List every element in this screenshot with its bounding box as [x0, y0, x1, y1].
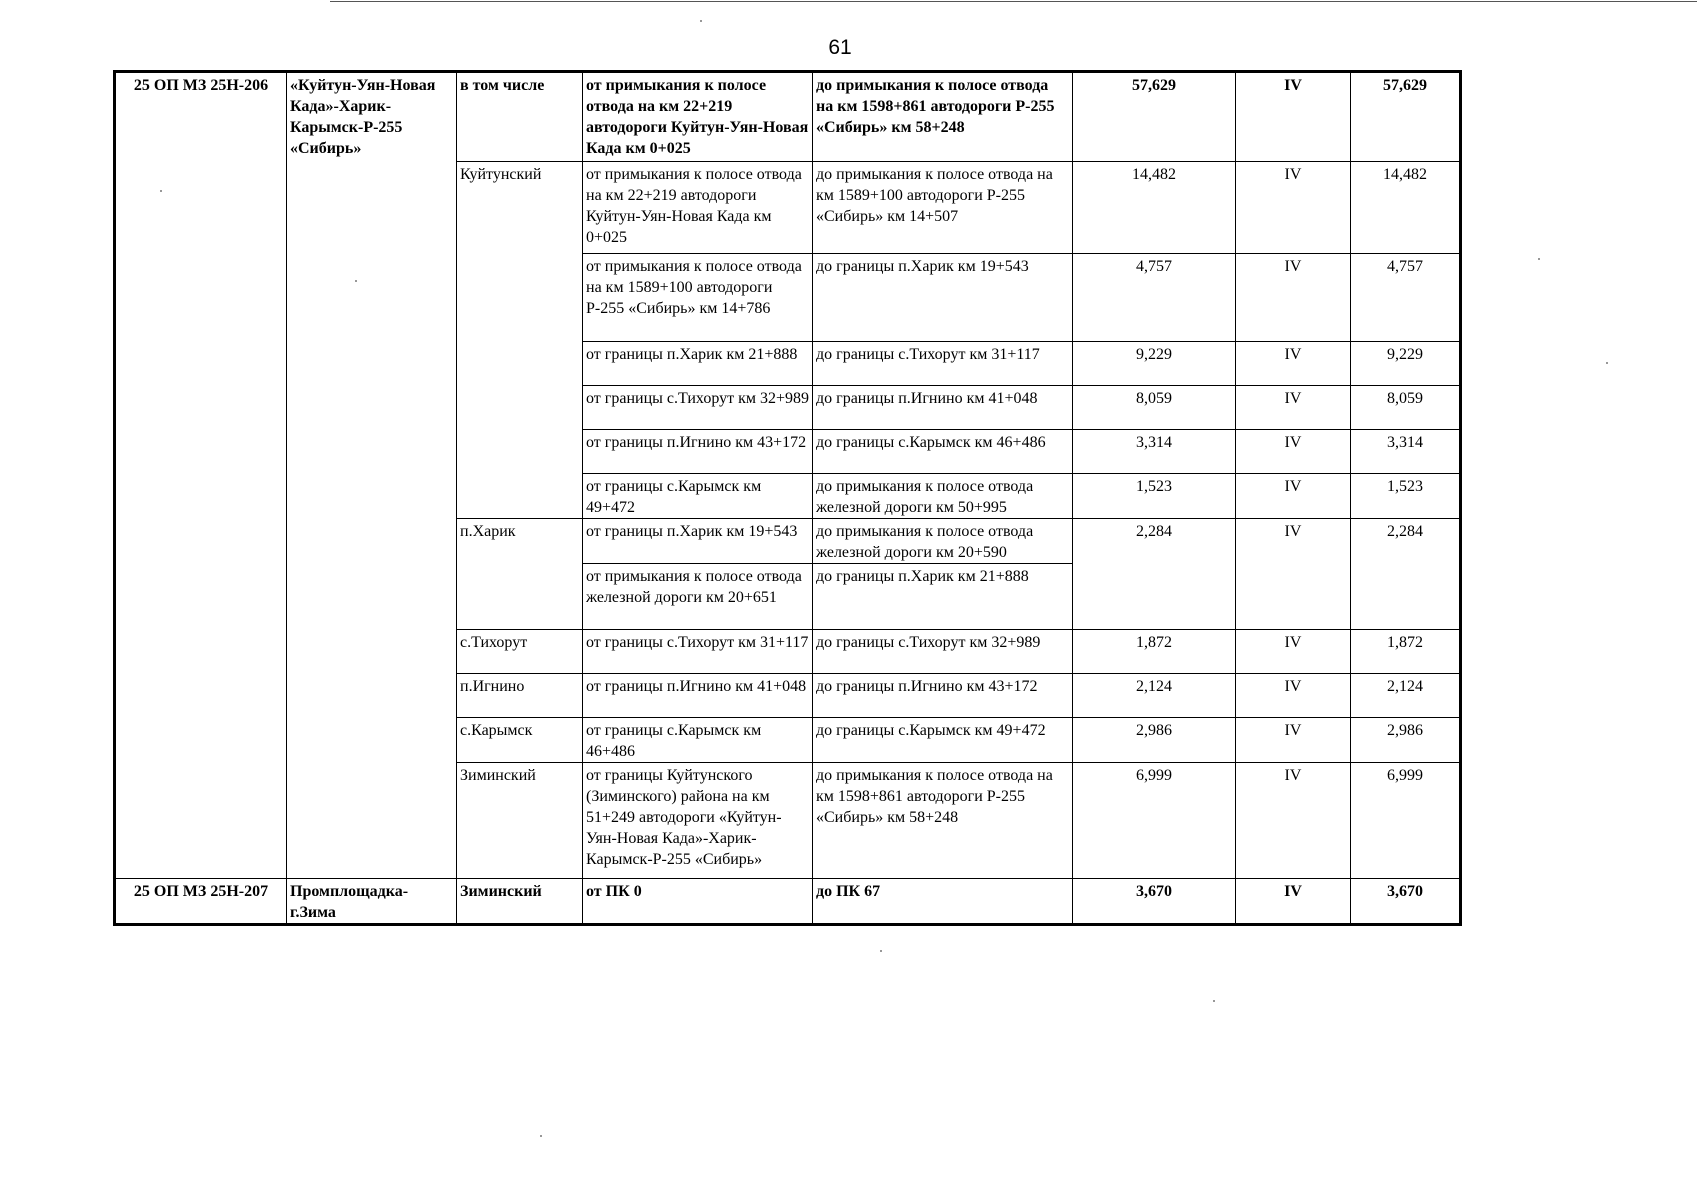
to-cell: до ПК 67 — [813, 879, 1073, 925]
from-cell: от границы Куйтунского (Зиминского) района на км 51+249 автодороги «Куйтун-Уян-Новая Када»-Харик-Карымск-Р-255 «Сибирь» — [583, 763, 813, 879]
total-cell: 2,124 — [1351, 674, 1461, 718]
scan-speck — [1213, 1000, 1215, 1002]
length-cell: 57,629 — [1073, 72, 1236, 162]
to-cell: до границы с.Тихорут км 31+117 — [813, 342, 1073, 386]
from-cell: от границы с.Тихорут км 32+989 — [583, 386, 813, 430]
to-cell: до границы п.Игнино км 43+172 — [813, 674, 1073, 718]
to-cell: до границы с.Карымск км 49+472 — [813, 718, 1073, 763]
total-cell: 2,284 — [1351, 519, 1461, 630]
category-cell: IV — [1236, 519, 1351, 630]
scan-speck — [1538, 258, 1540, 260]
length-cell: 2,986 — [1073, 718, 1236, 763]
category-cell: IV — [1236, 763, 1351, 879]
district-cell: п.Игнино — [457, 674, 583, 718]
scan-top-rule — [330, 1, 1697, 2]
length-cell: 1,523 — [1073, 474, 1236, 519]
scan-speck — [160, 190, 162, 192]
length-cell: 2,124 — [1073, 674, 1236, 718]
scan-speck — [700, 20, 702, 22]
to-cell: до границы с.Карымск км 46+486 — [813, 430, 1073, 474]
to-cell: до примыкания к полосе отвода на км 1598+861 автодороги Р-255 «Сибирь» км 58+248 — [813, 763, 1073, 879]
from-cell: от примыкания к полосе отвода на км 1589+100 автодороги Р-255 «Сибирь» км 14+786 — [583, 254, 813, 342]
from-cell: от границы п.Игнино км 43+172 — [583, 430, 813, 474]
from-cell: от границы с.Карымск км 49+472 — [583, 474, 813, 519]
total-cell: 1,523 — [1351, 474, 1461, 519]
total-cell: 4,757 — [1351, 254, 1461, 342]
length-cell: 4,757 — [1073, 254, 1236, 342]
category-cell: IV — [1236, 342, 1351, 386]
road-name-cell: Промплощадка-г.Зима — [287, 879, 457, 925]
length-cell: 3,314 — [1073, 430, 1236, 474]
length-cell: 6,999 — [1073, 763, 1236, 879]
length-cell: 14,482 — [1073, 162, 1236, 254]
category-cell: IV — [1236, 718, 1351, 763]
to-cell: до границы п.Харик км 21+888 — [813, 564, 1073, 630]
district-cell: Куйтунский — [457, 162, 583, 519]
total-cell: 9,229 — [1351, 342, 1461, 386]
total-cell: 14,482 — [1351, 162, 1461, 254]
total-cell: 8,059 — [1351, 386, 1461, 430]
from-cell: от примыкания к полосе отвода железной дороги км 20+651 — [583, 564, 813, 630]
scan-speck — [355, 280, 357, 282]
from-cell: от примыкания к полосе отвода на км 22+219 автодороги Куйтун-Уян-Новая Када км 0+025 — [583, 162, 813, 254]
category-cell: IV — [1236, 386, 1351, 430]
category-cell: IV — [1236, 430, 1351, 474]
total-cell: 6,999 — [1351, 763, 1461, 879]
to-cell: до примыкания к полосе отвода на км 1589+100 автодороги Р-255 «Сибирь» км 14+507 — [813, 162, 1073, 254]
length-cell: 3,670 — [1073, 879, 1236, 925]
district-cell: п.Харик — [457, 519, 583, 630]
from-cell: от границы п.Игнино км 41+048 — [583, 674, 813, 718]
category-cell: IV — [1236, 674, 1351, 718]
scan-speck — [540, 1135, 542, 1137]
length-cell: 8,059 — [1073, 386, 1236, 430]
category-cell: IV — [1236, 162, 1351, 254]
from-cell: от границы с.Карымск км 46+486 — [583, 718, 813, 763]
from-cell: от ПК 0 — [583, 879, 813, 925]
table-row — [115, 72, 1461, 162]
page-number: 61 — [828, 36, 852, 59]
scan-speck — [1606, 362, 1608, 364]
district-cell: Зиминский — [457, 879, 583, 925]
table-row — [115, 879, 1461, 925]
to-cell: до границы п.Харик км 19+543 — [813, 254, 1073, 342]
from-cell: от границы п.Харик км 19+543 — [583, 519, 813, 564]
scan-speck — [880, 950, 882, 952]
to-cell: до примыкания к полосе отвода железной дороги км 20+590 — [813, 519, 1073, 564]
category-cell: IV — [1236, 72, 1351, 162]
total-cell: 1,872 — [1351, 630, 1461, 674]
category-cell: IV — [1236, 630, 1351, 674]
total-cell: 3,670 — [1351, 879, 1461, 925]
from-cell: от примыкания к полосе отвода на км 22+219 автодороги Куйтун-Уян-Новая Када км 0+025 — [583, 72, 813, 162]
to-cell: до примыкания к полосе отвода на км 1598+861 автодороги Р-255 «Сибирь» км 58+248 — [813, 72, 1073, 162]
length-cell: 1,872 — [1073, 630, 1236, 674]
length-cell: 2,284 — [1073, 519, 1236, 630]
total-cell: 3,314 — [1351, 430, 1461, 474]
to-cell: до границы п.Игнино км 41+048 — [813, 386, 1073, 430]
total-cell: 57,629 — [1351, 72, 1461, 162]
road-code-cell: 25 ОП МЗ 25Н-207 — [115, 879, 287, 925]
road-code-cell: 25 ОП МЗ 25Н-206 — [115, 72, 287, 879]
length-cell: 9,229 — [1073, 342, 1236, 386]
district-cell: с.Карымск — [457, 718, 583, 763]
district-cell: с.Тихорут — [457, 630, 583, 674]
category-cell: IV — [1236, 474, 1351, 519]
category-cell: IV — [1236, 879, 1351, 925]
roads-table — [113, 70, 1462, 926]
category-cell: IV — [1236, 254, 1351, 342]
district-cell: Зиминский — [457, 763, 583, 879]
road-name-cell: «Куйтун-Уян-Новая Када»-Харик-Карымск-Р-255 «Сибирь» — [287, 72, 457, 879]
from-cell: от границы п.Харик км 21+888 — [583, 342, 813, 386]
from-cell: от границы с.Тихорут км 31+117 — [583, 630, 813, 674]
to-cell: до границы с.Тихорут км 32+989 — [813, 630, 1073, 674]
to-cell: до примыкания к полосе отвода железной дороги км 50+995 — [813, 474, 1073, 519]
district-cell: в том числе — [457, 72, 583, 162]
total-cell: 2,986 — [1351, 718, 1461, 763]
